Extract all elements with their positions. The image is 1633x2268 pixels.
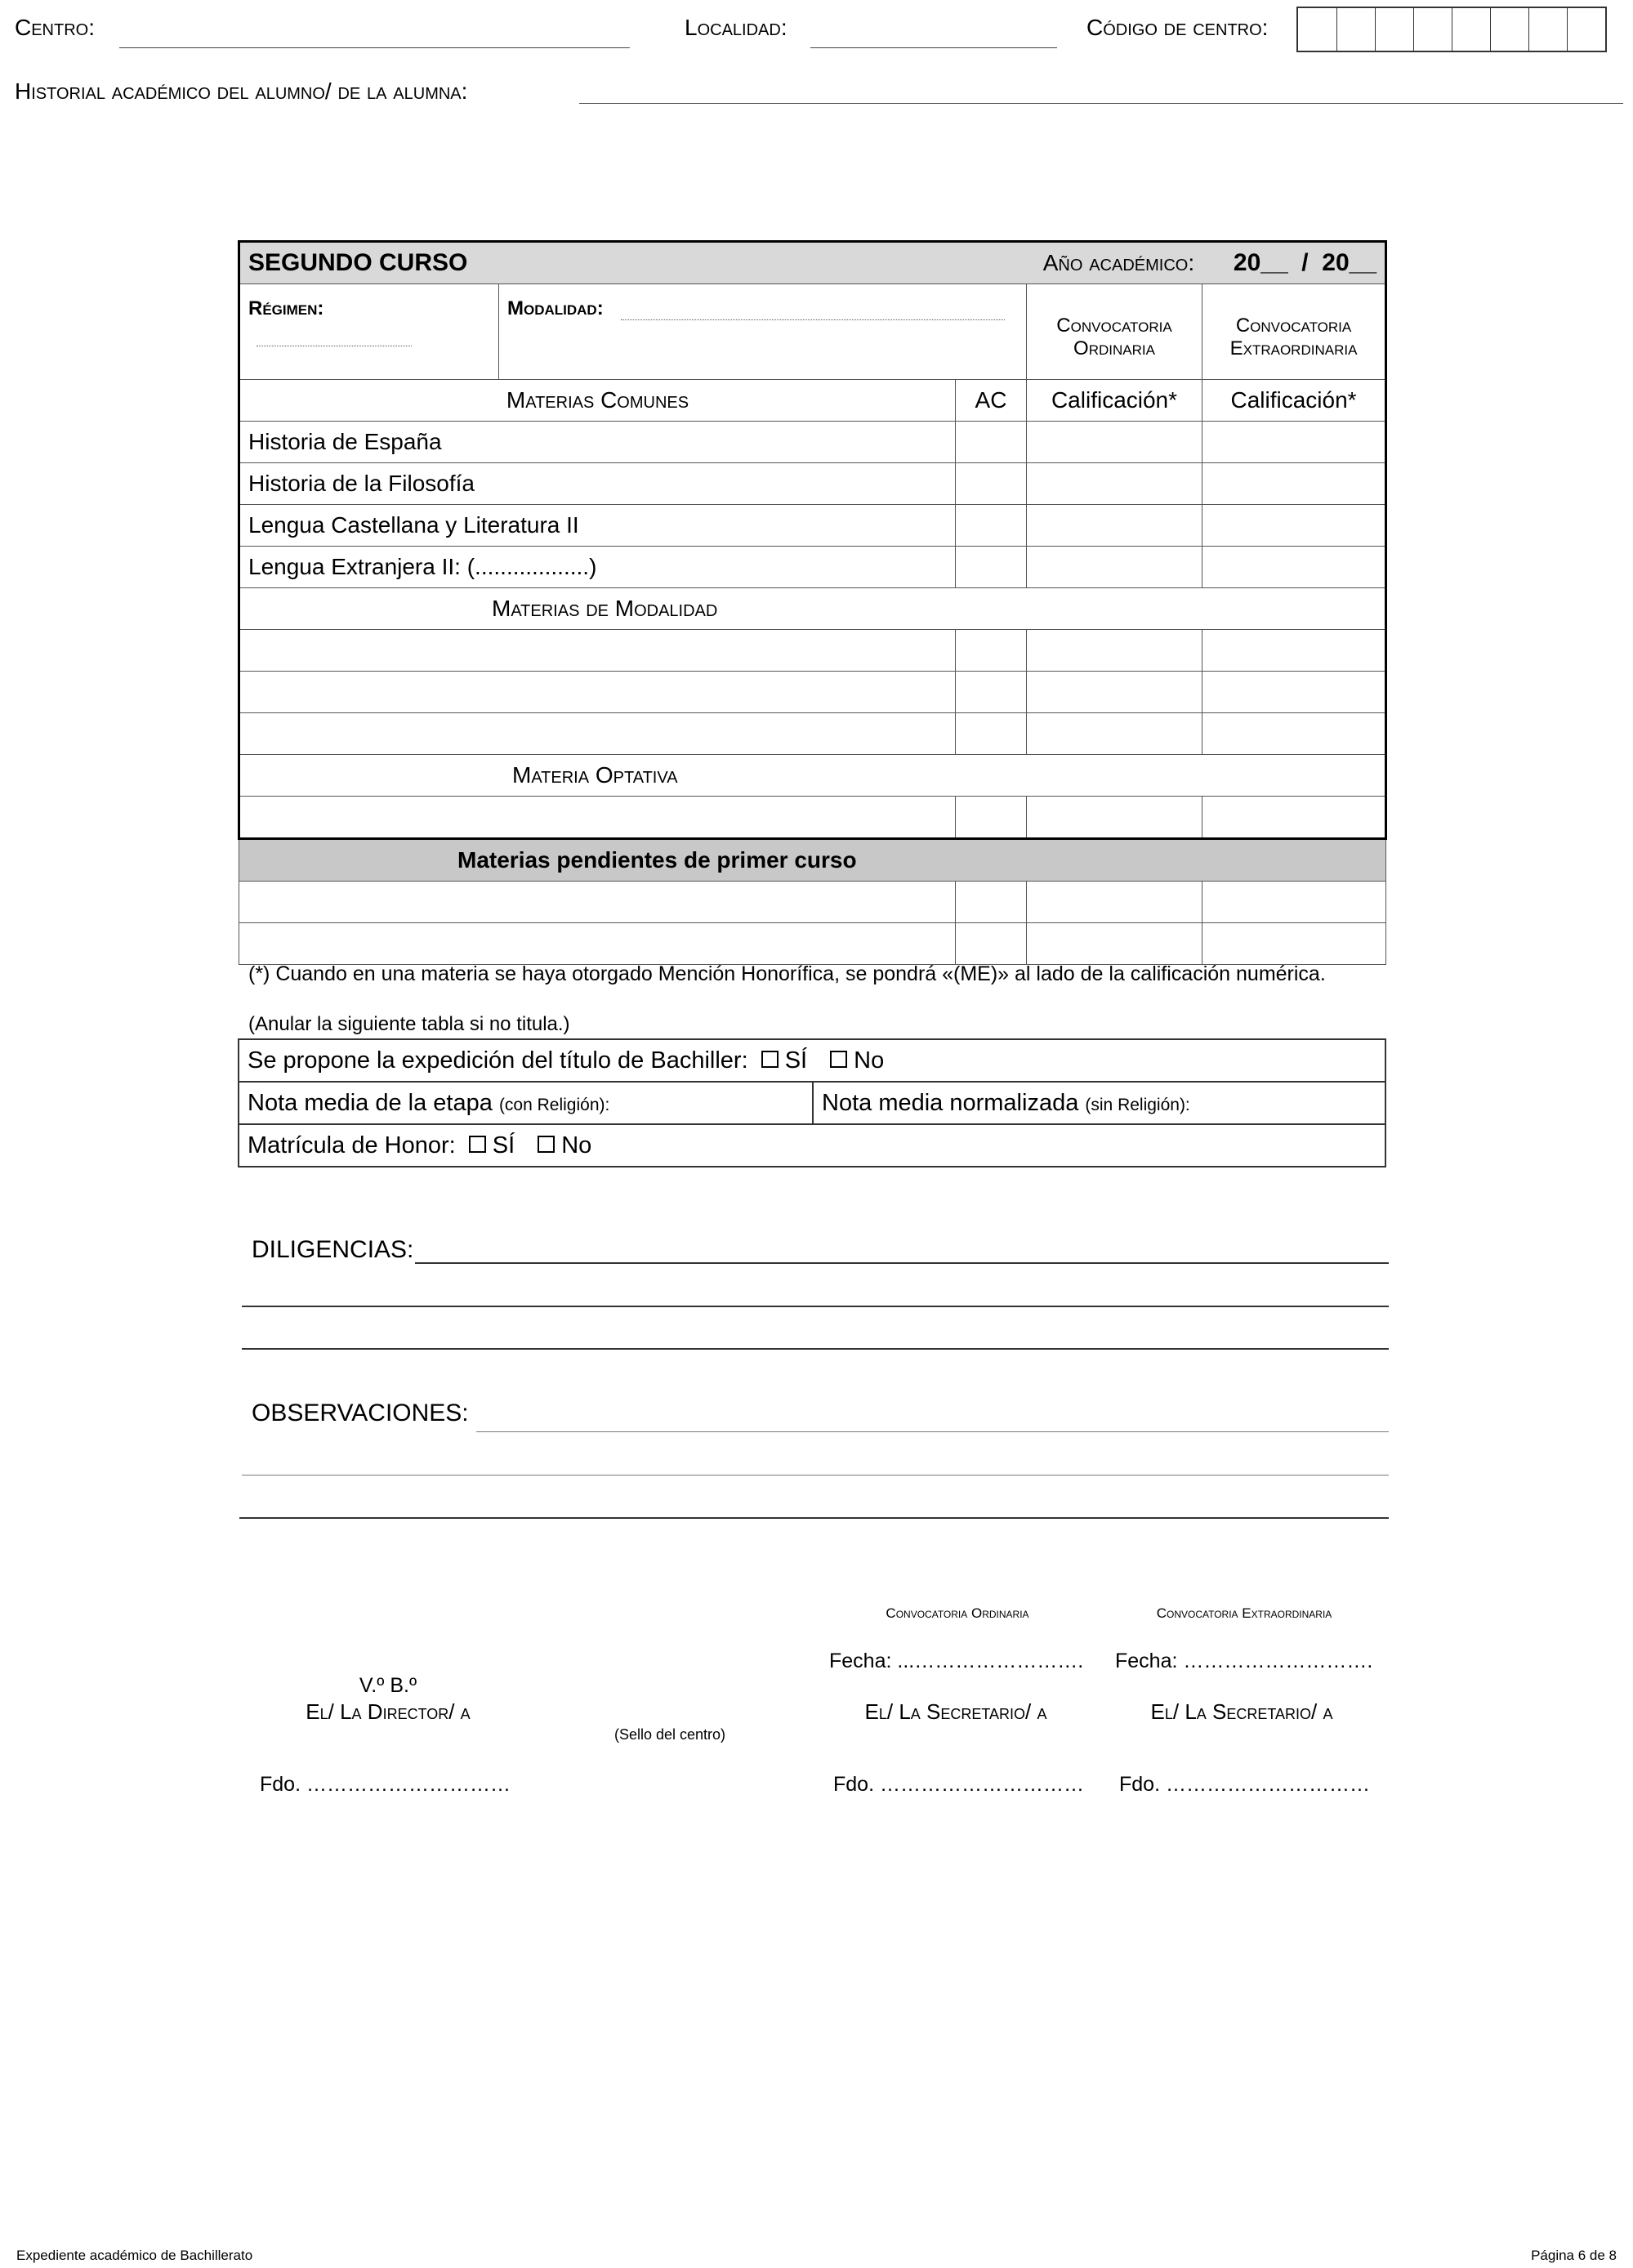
secretario-ordinaria: El/ La Secretario/ a [864, 1699, 1047, 1724]
codigo-centro-boxes[interactable] [1296, 7, 1607, 52]
observaciones-line[interactable] [239, 1517, 1389, 1519]
ac-cell[interactable] [956, 923, 1027, 965]
mencion-honorifica-note: (*) Cuando en una materia se haya otorgado Mención Honorífica, se pondrá «(ME)» al lado de la calificación numérica. [248, 962, 1326, 985]
observaciones-line[interactable] [242, 1475, 1389, 1476]
sello-centro: (Sello del centro) [613, 1726, 726, 1743]
materias-pendientes-header: Materias pendientes de primer curso [239, 839, 1386, 882]
conv-ordinaria-header: Convocatoria Ordinaria [1027, 284, 1202, 380]
ac-cell[interactable] [956, 797, 1027, 839]
grade-cell[interactable] [1202, 547, 1386, 588]
ac-cell[interactable] [956, 547, 1027, 588]
code-digit-box[interactable] [1336, 8, 1375, 51]
code-digit-box[interactable] [1567, 8, 1605, 51]
fecha-ordinaria[interactable]: Fecha: ...……………………. [829, 1650, 1084, 1672]
anio-label: Año académico: [1042, 250, 1195, 275]
materias-comunes-header: Materias Comunes [239, 380, 956, 422]
calificacion-ordinaria-header: Calificación* [1027, 380, 1202, 422]
materia-optativa-header: Materia Optativa [239, 755, 1386, 797]
materia-lengua-extranjera[interactable]: Lengua Extranjera II: (..................) [239, 547, 956, 588]
materia-input-cell[interactable] [239, 672, 956, 713]
materia-input-cell[interactable] [239, 797, 956, 839]
ac-cell[interactable] [956, 505, 1027, 547]
grade-cell[interactable] [1027, 630, 1202, 672]
materia-lengua-castellana: Lengua Castellana y Literatura II [239, 505, 956, 547]
ac-cell[interactable] [956, 463, 1027, 505]
regimen-cell[interactable] [239, 284, 499, 380]
observaciones-label: OBSERVACIONES: [252, 1400, 469, 1426]
table-row [239, 713, 1386, 755]
materia-input-cell[interactable] [239, 713, 956, 755]
grade-cell[interactable] [1027, 422, 1202, 463]
table-row [239, 547, 1386, 588]
footer-left: Expediente académico de Bachillerato [16, 2248, 253, 2263]
no-label: No [854, 1047, 885, 1074]
secretario-extraordinaria: El/ La Secretario/ a [1150, 1699, 1333, 1724]
ac-cell[interactable] [956, 422, 1027, 463]
nota-media-cell[interactable] [239, 1082, 813, 1124]
ac-cell[interactable] [956, 882, 1027, 923]
calificacion-extraordinaria-header: Calificación* [1202, 380, 1386, 422]
table-row [239, 422, 1386, 463]
grade-cell[interactable] [1027, 797, 1202, 839]
grade-cell[interactable] [1202, 422, 1386, 463]
grade-cell[interactable] [1202, 505, 1386, 547]
ac-cell[interactable] [956, 672, 1027, 713]
diligencias-label: DILIGENCIAS: [252, 1236, 414, 1263]
table-row [239, 463, 1386, 505]
ac-cell[interactable] [956, 713, 1027, 755]
table-title-row [239, 242, 1386, 284]
matricula-honor-label: Matrícula de Honor: [248, 1132, 456, 1159]
modalidad-field[interactable] [621, 300, 1005, 320]
footer-page-number: Página 6 de 8 [1531, 2248, 1617, 2263]
matricula-no-checkbox[interactable] [538, 1136, 555, 1153]
observaciones-line[interactable] [476, 1431, 1389, 1432]
propone-titulo-row [239, 1039, 1385, 1082]
table-title: SEGUNDO CURSO [248, 249, 468, 276]
diligencias-line[interactable] [242, 1306, 1389, 1307]
table-row [239, 672, 1386, 713]
modalidad-label: Modalidad: [507, 297, 604, 319]
grade-cell[interactable] [1027, 713, 1202, 755]
si-label: SÍ [784, 1047, 808, 1074]
grade-cell[interactable] [1027, 672, 1202, 713]
table-row [239, 630, 1386, 672]
matricula-si-label: SÍ [492, 1132, 515, 1159]
centro-label: Centro: [15, 15, 95, 40]
matricula-si-checkbox[interactable] [469, 1136, 486, 1153]
centro-field-line[interactable] [119, 47, 630, 48]
grade-cell[interactable] [1202, 923, 1386, 965]
grade-cell[interactable] [1027, 547, 1202, 588]
grade-cell[interactable] [1202, 630, 1386, 672]
ac-header: AC [956, 380, 1027, 422]
nota-media-label: Nota media de la etapa [248, 1089, 493, 1116]
no-checkbox[interactable] [830, 1051, 847, 1068]
sig-conv-ordinaria: Convocatoria Ordinaria [886, 1605, 1029, 1621]
fecha-extraordinaria[interactable]: Fecha: ………………………. [1115, 1650, 1373, 1672]
grade-cell[interactable] [1202, 463, 1386, 505]
materias-modalidad-header: Materias de Modalidad [239, 588, 1386, 630]
grade-cell[interactable] [1027, 882, 1202, 923]
matricula-no-label: No [561, 1132, 592, 1159]
nota-normalizada-cell[interactable] [813, 1082, 1385, 1124]
sig-conv-extraordinaria: Convocatoria Extraordinaria [1156, 1605, 1332, 1621]
grade-cell[interactable] [1202, 672, 1386, 713]
si-checkbox[interactable] [761, 1051, 779, 1068]
matricula-honor-row [239, 1124, 1385, 1167]
ac-cell[interactable] [956, 630, 1027, 672]
modalidad-cell[interactable] [499, 284, 1027, 380]
localidad-field-line[interactable] [810, 47, 1057, 48]
codigo-centro-label: Código de centro: [1086, 15, 1269, 40]
materia-input-cell[interactable] [239, 882, 956, 923]
regimen-field[interactable] [257, 326, 412, 346]
code-digit-box[interactable] [1413, 8, 1452, 51]
grade-cell[interactable] [1202, 797, 1386, 839]
localidad-label: Localidad: [685, 15, 787, 40]
code-digit-box[interactable] [1375, 8, 1413, 51]
propone-titulo-label: Se propone la expedición del título de Bachiller: [248, 1047, 748, 1074]
code-digit-box[interactable] [1528, 8, 1567, 51]
regimen-label: Régimen: [248, 297, 324, 319]
nota-normalizada-label: Nota media normalizada [822, 1089, 1079, 1116]
visto-bueno: V.º B.º [359, 1674, 417, 1697]
director-label: El/ La Director/ a [306, 1699, 471, 1724]
con-religion-label: (con Religión): [498, 1095, 610, 1114]
historial-field-line[interactable] [579, 103, 1623, 104]
code-digit-box[interactable] [1452, 8, 1490, 51]
materia-input-cell[interactable] [239, 630, 956, 672]
anio-academico [1043, 249, 1376, 277]
grade-cell[interactable] [1027, 505, 1202, 547]
firma-secretario-ordinaria[interactable]: Fdo. ………………………… [833, 1773, 1084, 1796]
materia-historia-filosofia: Historia de la Filosofía [239, 463, 956, 505]
materia-input-cell[interactable] [239, 923, 956, 965]
code-digit-box[interactable] [1298, 8, 1336, 51]
firma-secretario-extraordinaria[interactable]: Fdo. ………………………… [1119, 1773, 1370, 1796]
sin-religion-label: (sin Religión): [1085, 1095, 1190, 1114]
table-row [239, 923, 1386, 965]
grade-cell[interactable] [1202, 713, 1386, 755]
grade-cell[interactable] [1027, 923, 1202, 965]
materia-historia-espana: Historia de España [239, 422, 956, 463]
diligencias-line[interactable] [415, 1262, 1389, 1264]
titulo-bachiller-table [238, 1038, 1386, 1167]
firma-director[interactable]: Fdo. ………………………… [260, 1773, 511, 1796]
anular-note: (Anular la siguiente tabla si no titula.) [248, 1013, 570, 1035]
grade-cell[interactable] [1027, 463, 1202, 505]
code-digit-box[interactable] [1490, 8, 1528, 51]
historial-label: Historial académico del alumno/ de la alumna: [15, 78, 468, 104]
grade-cell[interactable] [1202, 882, 1386, 923]
anio-value[interactable]: 20__ / 20__ [1233, 249, 1377, 276]
segundo-curso-table [238, 240, 1385, 965]
table-row [239, 505, 1386, 547]
table-row [239, 797, 1386, 839]
conv-extraordinaria-header: Convocatoria Extraordinaria [1202, 284, 1386, 380]
diligencias-line[interactable] [242, 1348, 1389, 1350]
table-row [239, 882, 1386, 923]
